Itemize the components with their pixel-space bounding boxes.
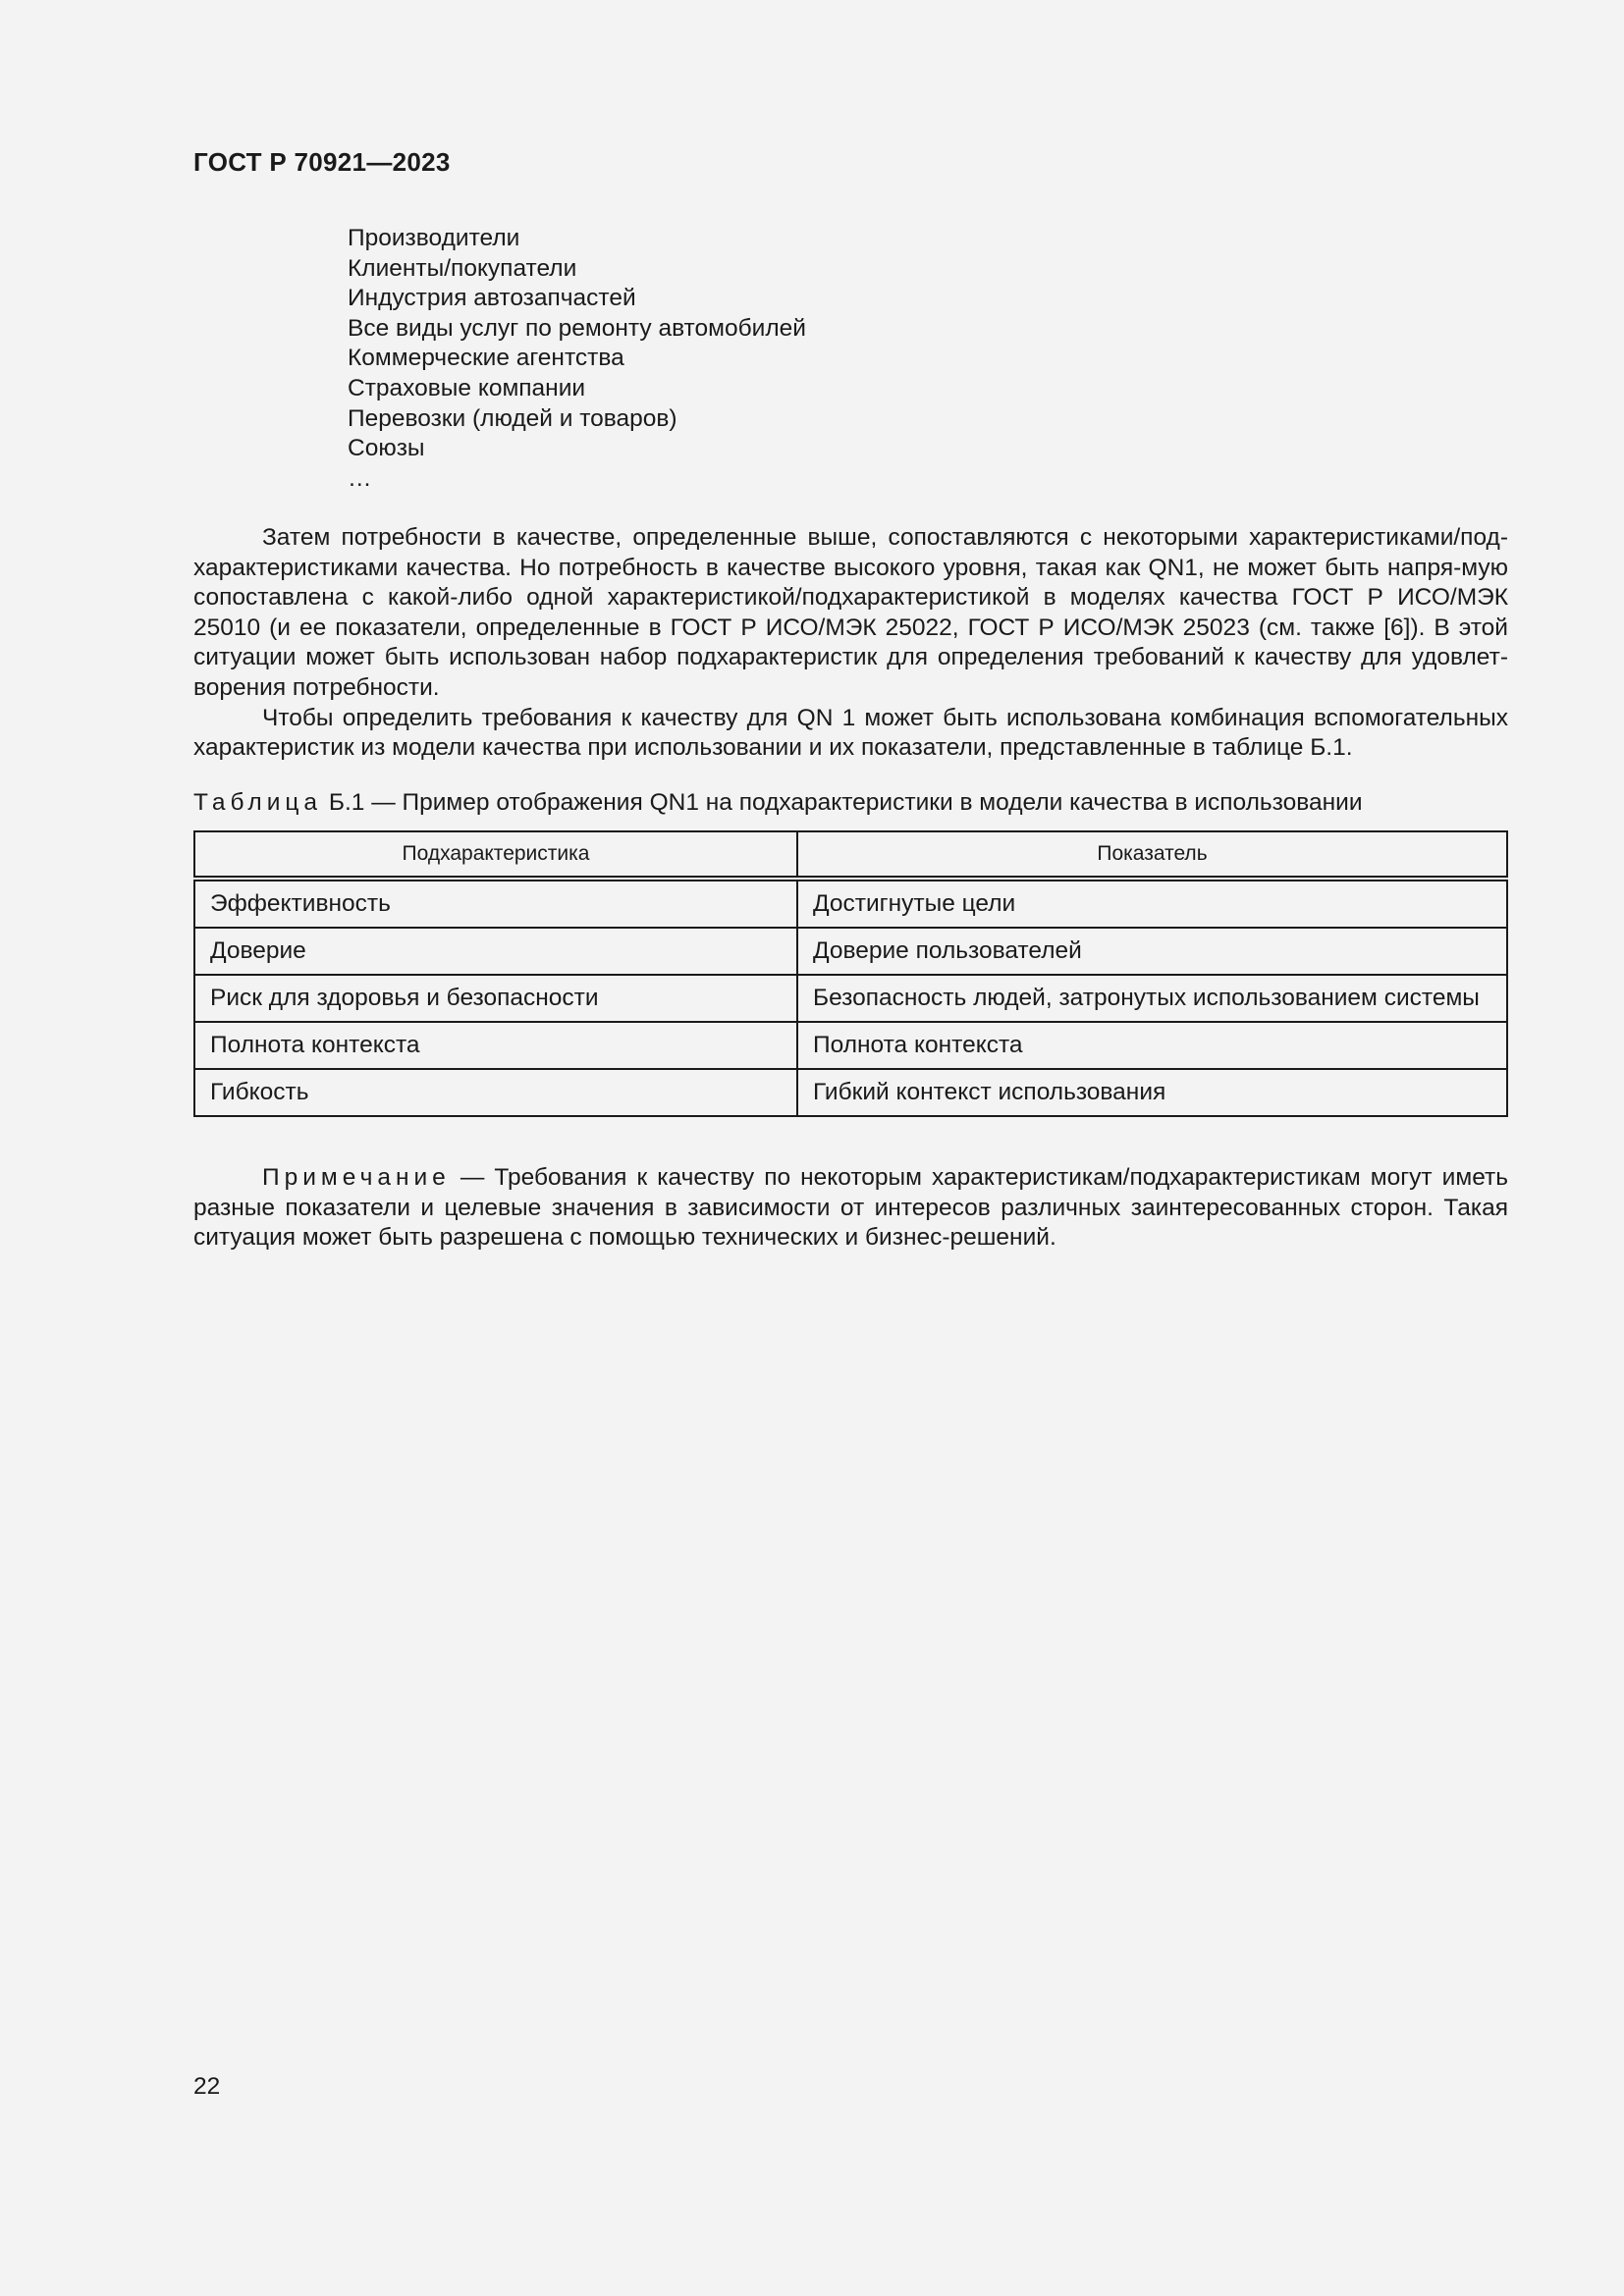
list-item: Производители — [348, 225, 520, 251]
table-cell: Гибкий контекст использования — [797, 1069, 1507, 1116]
table-caption — [193, 788, 1363, 818]
list-item: Клиенты/покупатели — [348, 254, 577, 282]
list-item: Союзы — [348, 435, 425, 462]
note-block — [193, 1163, 1508, 1254]
table-row — [194, 975, 1507, 1022]
paragraph: Затем потребности в качестве, определенные выше, сопоставляются с некоторыми характеристиками/под-характеристиками качества. Но потребность в качестве высокого уровня, такая как QN1, не может быть напря-мую сопоставлена с какой-либо одной характеристикой/подхарактеристикой в моделях качества ГОСТ Р ИСО/МЭК 25010 (и ее показатели, определенные в ГОСТ Р ИСО/МЭК 25022, ГОСТ Р ИСО/МЭК 25023 (см. также [6]). В этой ситуации может быть использован набор подхарактеристик для определения требований к качеству для удовлет-ворения потребности. — [193, 524, 1508, 701]
document-header: ГОСТ Р 70921—2023 — [193, 147, 451, 177]
list-item: … — [348, 464, 372, 492]
table-caption-label: Таблица — [193, 789, 323, 816]
table-header-row — [194, 831, 1507, 879]
table-cell: Полнота контекста — [797, 1022, 1507, 1069]
note-paragraph — [193, 1163, 1508, 1254]
list-item: Коммерческие агентства — [348, 345, 624, 372]
table-cell: Безопасность людей, затронутых использованием системы — [797, 975, 1507, 1022]
table-cell: Гибкость — [194, 1069, 797, 1116]
column-header: Показатель — [797, 831, 1507, 879]
page-number: 22 — [193, 2073, 221, 2100]
table-cell: Доверие — [194, 928, 797, 975]
table-cell: Достигнутые цели — [797, 879, 1507, 928]
table-row — [194, 879, 1507, 928]
table-row — [194, 1069, 1507, 1116]
list-item: Все виды услуг по ремонту автомобилей — [348, 314, 806, 342]
table-caption-text: Б.1 — Пример отображения QN1 на подхарактеристики в модели качества в использовании — [328, 789, 1363, 816]
list-item: Страховые компании — [348, 374, 586, 401]
table-cell: Риск для здоровья и безопасности — [194, 975, 797, 1022]
stakeholder-list — [348, 224, 806, 494]
body-text — [193, 523, 1508, 764]
paragraph: Чтобы определить требования к качеству для QN 1 может быть использована комбинация вспомогательных характеристик из модели качества при использовании и их показатели, представленные в таблице Б.1. — [193, 704, 1508, 762]
table-cell: Эффективность — [194, 879, 797, 928]
table-row — [194, 1022, 1507, 1069]
note-label: Примечание — [262, 1164, 451, 1191]
list-item: Перевозки (людей и товаров) — [348, 404, 677, 432]
table-cell: Доверие пользователей — [797, 928, 1507, 975]
list-item: Индустрия автозапчастей — [348, 285, 636, 312]
data-table — [193, 830, 1508, 1117]
table-row — [194, 928, 1507, 975]
note-text: — Требования к качеству по некоторым характеристикам/подхарактеристикам могут иметь разные показатели и целевые значения в зависимости от интересов различных заинтересованных сторон. Такая ситуация может быть разрешена с помощью технических и бизнес-решений. — [193, 1164, 1508, 1252]
data-table-wrapper — [193, 830, 1508, 1117]
column-header: Подхарактеристика — [194, 831, 797, 879]
table-cell: Полнота контекста — [194, 1022, 797, 1069]
